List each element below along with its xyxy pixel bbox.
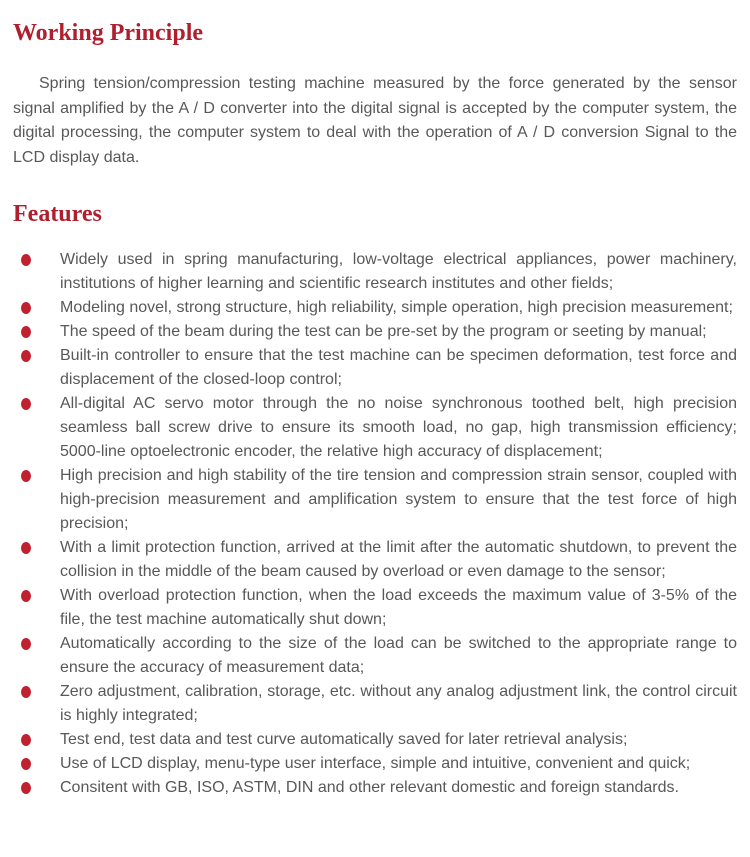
feature-list-item [13,728,737,752]
feature-list-item [13,296,737,320]
feature-list [13,248,737,800]
feature-text: With a limit protection function, arrived at the limit after the automatic shutdown, to prevent the collision in the middle of the beam caused by overload or even damage to the sensor; [60,539,737,580]
bullet-icon [21,758,31,770]
feature-list-item [13,392,737,464]
feature-text: High precision and high stability of the tire tension and compression strain sensor, coupled with high-precision measurement and amplification system to ensure that the test force of high precision; [60,467,737,532]
bullet-icon [21,782,31,794]
feature-text: Automatically according to the size of the load can be switched to the appropriate range to ensure the accuracy of measurement data; [60,635,737,676]
feature-text: Zero adjustment, calibration, storage, etc. without any analog adjustment link, the control circuit is highly integrated; [60,683,737,724]
bullet-icon [21,302,31,314]
feature-text: All-digital AC servo motor through the no noise synchronous toothed belt, high precision seamless ball screw drive to ensure its smooth load, no gap, high transmission efficiency; 5000-line optoelectronic encoder, the relative high accuracy of displacement; [60,395,737,460]
bullet-icon [21,590,31,602]
bullet-icon [21,734,31,746]
feature-list-item [13,248,737,296]
feature-list-item [13,752,737,776]
bullet-icon [21,470,31,482]
bullet-icon [21,326,31,338]
feature-text: Built-in controller to ensure that the test machine can be specimen deformation, test force and displacement of the closed-loop control; [60,347,737,388]
features-heading: Features [13,201,102,227]
feature-list-item [13,464,737,536]
bullet-icon [21,686,31,698]
feature-list-item [13,584,737,632]
feature-text: Widely used in spring manufacturing, low-voltage electrical appliances, power machinery, institutions of higher learning and scientific research institutes and other fields; [60,251,737,292]
bullet-icon [21,254,31,266]
bullet-icon [21,638,31,650]
feature-list-item [13,536,737,584]
working-principle-paragraph: Spring tension/compression testing machine measured by the force generated by the sensor signal amplified by the A / D converter into the digital signal is accepted by the computer system, the digital processing, the computer system to deal with the operation of A / D conversion Signal to the LCD display data. [13,75,737,166]
feature-list-item [13,632,737,680]
feature-text: With overload protection function, when the load exceeds the maximum value of 3-5% of the file, the test machine automatically shut down; [60,587,737,628]
feature-text: The speed of the beam during the test can be pre-set by the program or seeting by manual; [60,323,707,340]
feature-text: Use of LCD display, menu-type user interface, simple and intuitive, convenient and quick; [60,755,691,772]
bullet-icon [21,542,31,554]
feature-list-item [13,344,737,392]
feature-text: Modeling novel, strong structure, high reliability, simple operation, high precision measurement; [60,299,733,316]
bullet-icon [21,350,31,362]
feature-list-item [13,776,737,800]
bullet-icon [21,398,31,410]
feature-list-item [13,680,737,728]
working-principle-heading: Working Principle [13,20,204,46]
feature-text: Test end, test data and test curve automatically saved for later retrieval analysis; [60,731,628,748]
feature-list-item [13,320,737,344]
feature-text: Consitent with GB, ISO, ASTM, DIN and other relevant domestic and foreign standards. [60,779,679,796]
